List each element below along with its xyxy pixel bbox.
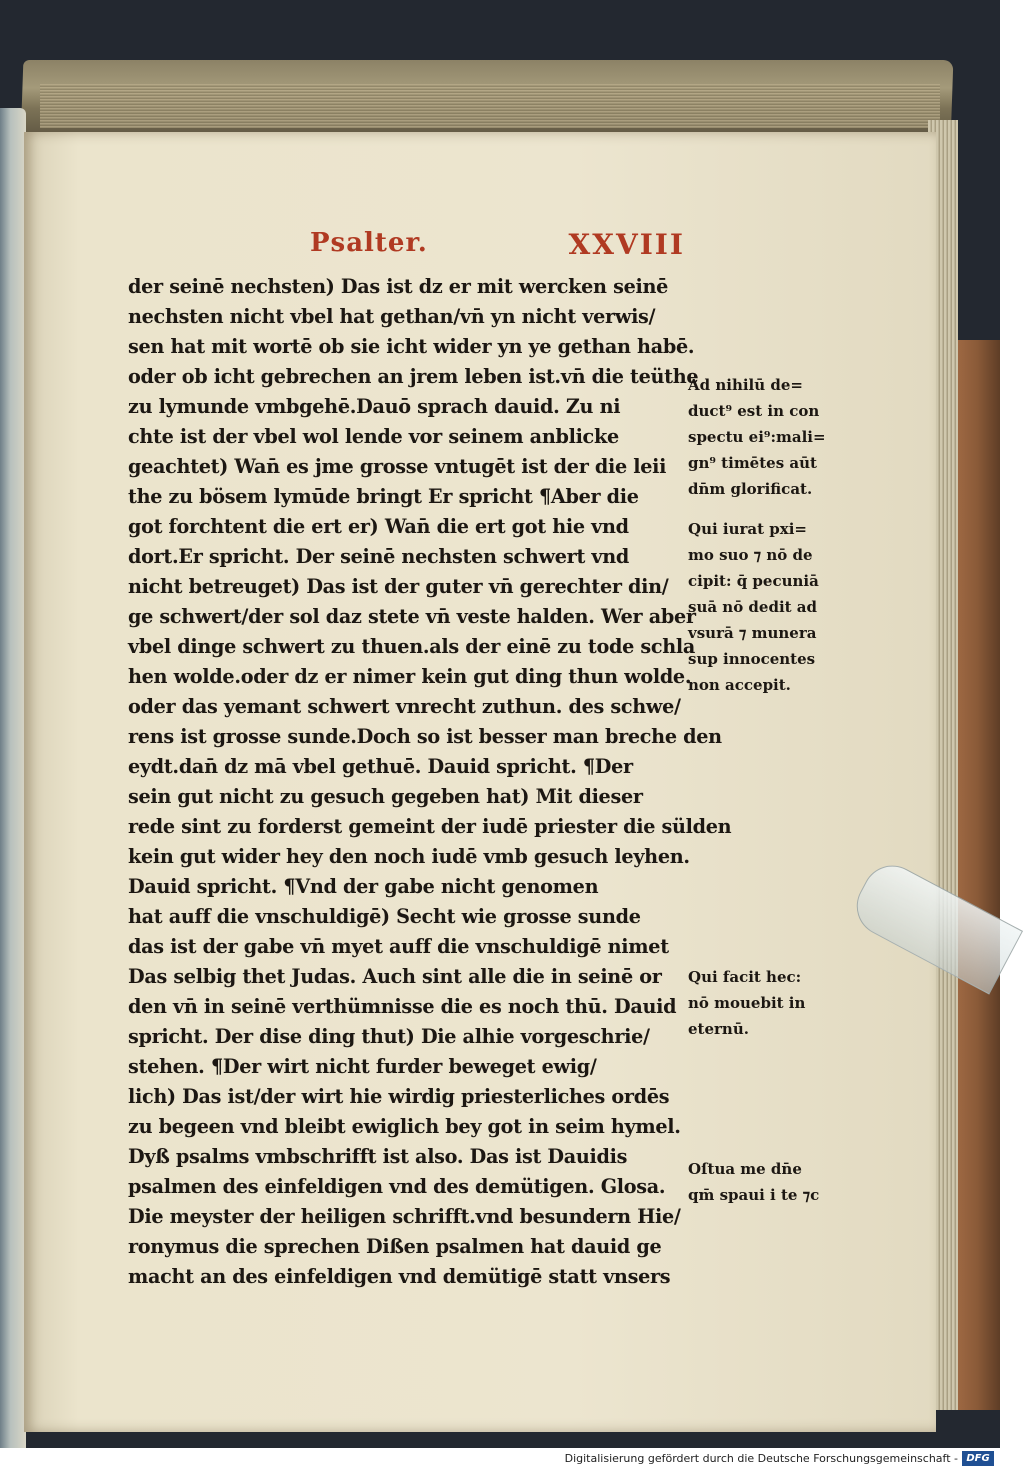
text-line: zu begeen vnd bleibt ewiglich bey got in seim hymel. <box>128 1115 681 1138</box>
text-line: got forchtent die ert er) Wan̄ die ert got hie vnd <box>128 515 629 538</box>
dfg-logo: DFG <box>962 1451 994 1466</box>
margin-gloss-4 <box>688 1156 848 1208</box>
gloss-line: Ad nihilū de= <box>688 376 803 394</box>
text-line: geachtet) Wan̄ es jme grosse vntugēt ist der die leii <box>128 455 667 478</box>
folio-number: XXVIII <box>568 228 685 261</box>
text-line: sen hat mit wortē ob sie icht wider yn ye gethan habē. <box>128 335 695 358</box>
funding-credit: Digitalisierung gefördert durch die Deutsche Forschungsgemeinschaft - <box>564 1452 958 1465</box>
left-page-edge <box>0 108 26 1448</box>
text-line: nicht betreuget) Das ist der guter vn̄ gerechter din/ <box>128 575 669 598</box>
text-line: psalmen des einfeldigen vnd des demütigen. Glosa. <box>128 1175 666 1198</box>
gloss-line: dn̄m glorificat. <box>688 480 813 498</box>
text-line: lich) Das ist/der wirt hie wirdig priesterliches ordēs <box>128 1085 670 1108</box>
gloss-line: eternū. <box>688 1020 749 1038</box>
page-header <box>310 228 685 268</box>
gloss-line: Qui facit hec: <box>688 968 802 986</box>
gloss-line: sup innocentes <box>688 650 816 668</box>
text-line: nechsten nicht vbel hat gethan/vn̄ yn nicht verwis/ <box>128 305 656 328</box>
running-title: Psalter. <box>310 228 428 258</box>
text-line: oder ob icht gebrechen an jrem leben ist.vn̄ die teüthe <box>128 365 699 388</box>
gloss-line: Qui iurat pxi= <box>688 520 807 538</box>
text-line: Das selbig thet Judas. Auch sint alle die in seinē or <box>128 965 662 988</box>
gloss-line: nō mouebit in <box>688 994 806 1012</box>
book-fore-edge-cover <box>955 340 1000 1410</box>
margin-gloss-1 <box>688 372 848 502</box>
text-line: Dyß psalms vmbschrifft ist also. Das ist Dauidis <box>128 1145 628 1168</box>
text-line: oder das yemant schwert vnrecht zuthun. des schwe/ <box>128 695 681 718</box>
text-line: ge schwert/der sol daz stete vn̄ veste halden. Wer aber <box>128 605 696 628</box>
gloss-line: suā nō dedit ad <box>688 598 818 616</box>
margin-gloss-3 <box>688 964 848 1042</box>
text-line: zu lymunde vmbgehē.Dauō sprach dauid. Zu ni <box>128 395 621 418</box>
text-line: vbel dinge schwert zu thuen.als der einē zu tode schla <box>128 635 696 658</box>
text-line: ronymus die sprechen Dißen psalmen hat dauid ge <box>128 1235 662 1258</box>
margin-gloss-2 <box>688 516 848 698</box>
text-line: rede sint zu forderst gemeint der iudē priester die sülden <box>128 815 732 838</box>
text-line: sein gut nicht zu gesuch gegeben hat) Mit dieser <box>128 785 643 808</box>
gloss-line: duct⁹ est in con <box>688 402 820 420</box>
text-line: Dauid spricht. ¶Vnd der gabe nicht genomen <box>128 875 599 898</box>
text-line: das ist der gabe vn̄ myet auff die vnschuldigē nimet <box>128 935 669 958</box>
text-line: der seinē nechsten) Das ist dz er mit wercken seinē <box>128 275 669 298</box>
gloss-line: spectu ei⁹:mali= <box>688 428 826 446</box>
text-line: macht an des einfeldigen vnd demütigē statt vnsers <box>128 1265 671 1288</box>
footer-bar <box>0 1448 1000 1470</box>
gloss-line: vsurā ⁊ munera <box>688 624 817 642</box>
text-line: dort.Er spricht. Der seinē nechsten schwert vnd <box>128 545 630 568</box>
text-line: hat auff die vnschuldigē) Secht wie grosse sunde <box>128 905 641 928</box>
text-line: Die meyster der heiligen schrifft.vnd besundern Hie/ <box>128 1205 681 1228</box>
text-line: den vn̄ in seinē verthümnisse die es noch thū. Dauid <box>128 995 677 1018</box>
gloss-line: non accepit. <box>688 676 791 694</box>
text-line: rens ist grosse sunde.Doch so ist besser man breche den <box>128 725 722 748</box>
text-line: eydt.dan̄ dz mā vbel gethuē. Dauid spricht. ¶Der <box>128 755 633 778</box>
text-line: chte ist der vbel wol lende vor seinem anblicke <box>128 425 619 448</box>
text-line: kein gut wider hey den noch iudē vmb gesuch leyhen. <box>128 845 690 868</box>
text-line: hen wolde.oder dz er nimer kein gut ding thun wolde. <box>128 665 692 688</box>
gloss-line: cipit: q̄ pecuniā <box>688 572 819 590</box>
gloss-line: gn⁹ timētes aūt <box>688 454 817 472</box>
gloss-line: Oſtua me dn̄e <box>688 1160 802 1178</box>
gloss-line: mo suo ⁊ nō de <box>688 546 813 564</box>
text-line: the zu bösem lymūde bringt Er spricht ¶Aber die <box>128 485 639 508</box>
text-line: spricht. Der dise ding thut) Die alhie vorgeschrie/ <box>128 1025 650 1048</box>
page-stack-edges <box>40 84 940 128</box>
gloss-line: qm̄ spaui i te ⁊c <box>688 1186 820 1204</box>
text-line: stehen. ¶Der wirt nicht furder beweget ewig/ <box>128 1055 597 1078</box>
